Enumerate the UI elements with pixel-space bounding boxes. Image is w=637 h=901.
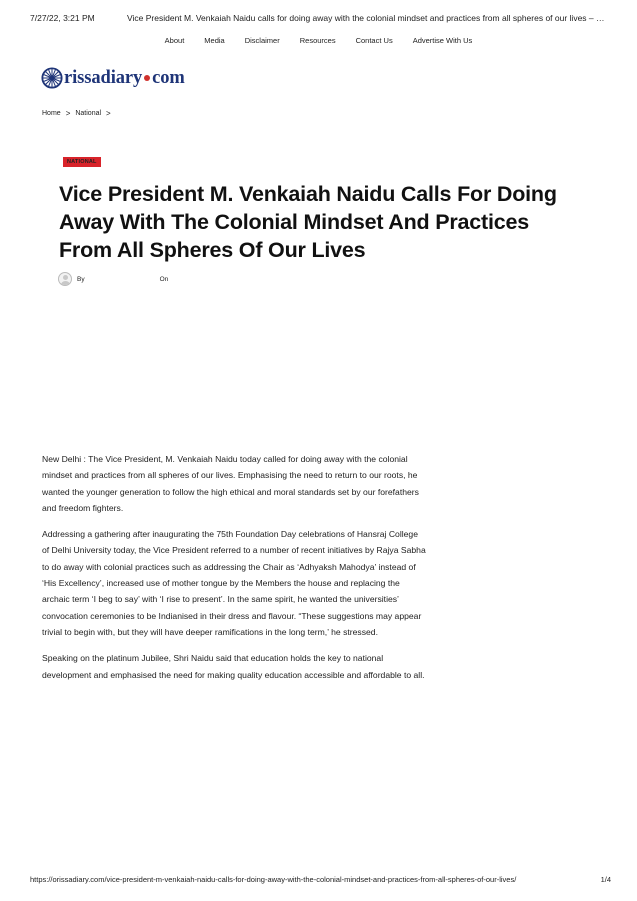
breadcrumb-home[interactable]: Home: [42, 110, 61, 117]
author-avatar[interactable]: [58, 272, 72, 286]
nav-item-advertise[interactable]: Advertise With Us: [412, 36, 473, 45]
site-logo[interactable]: [41, 67, 185, 89]
nav-item-media[interactable]: Media: [204, 36, 225, 45]
article-paragraph: Addressing a gathering after inaugurating the 75th Foundation Day celebrations of Hansraj College of Delhi University today, the Vice President referred to a number of recent initiatives by Rajya Sabha to do away with colonial practices such as addressing the Chair as ‘Adhyaksh Mahodya’ instead of ‘His Excellency’, increased use of mother tongue by the Members the house and replacing the archaic term ‘I beg to say’ with ‘I rise to present’. In the same spirit, he wanted the universities’ convocation ceremonies to be Indianised in their dress and flavour. “These suggestions may appear trivial to begin with, but they will have deeper ramifications in the long term,’ he stressed.: [42, 529, 426, 637]
logo-text-main: rissadiary: [64, 67, 143, 88]
breadcrumb: [42, 109, 116, 118]
print-datetime: 7/27/22, 3:21 PM: [30, 13, 95, 23]
article-body: [42, 451, 427, 693]
print-footer: [30, 875, 611, 884]
print-header: [30, 13, 611, 23]
logo-dot: [144, 75, 150, 81]
print-page-title: Vice President M. Venkaiah Naidu calls for doing away with the colonial mindset and practices from all spheres of our lives – …: [127, 13, 605, 23]
print-url: https://orissadiary.com/vice-president-m-venkaiah-naidu-calls-for-doing-away-with-the-colonial-mindset-and-practices-from-all-spheres-of-our-lives/: [30, 875, 517, 884]
breadcrumb-national[interactable]: National: [75, 110, 102, 117]
nav-item-about[interactable]: About: [164, 36, 185, 45]
article-meta: [58, 272, 168, 286]
category-badge[interactable]: NATIONAL: [63, 157, 101, 167]
article-paragraph: New Delhi : The Vice President, M. Venkaiah Naidu today called for doing away with the colonial mindset and practices from all spheres of our lives. Emphasising the need to return to our roots, he wanted the younger generation to follow the high ethical and moral standards set by our forefathers and freedom fighters.: [42, 454, 419, 513]
nav-item-disclaimer[interactable]: Disclaimer: [244, 36, 280, 45]
article-title: Vice President M. Venkaiah Naidu Calls For Doing Away With The Colonial Mindset And Practices From All Spheres Of Our Lives: [59, 182, 557, 262]
date-on-label: On: [159, 275, 169, 283]
nav-item-resources[interactable]: Resources: [299, 36, 336, 45]
nav-item-contact-us[interactable]: Contact Us: [355, 36, 393, 45]
article-paragraph: Speaking on the platinum Jubilee, Shri Naidu said that education holds the key to national development and emphasised the need for making quality education accessible and affordable to all.: [42, 653, 425, 680]
top-navigation: [0, 36, 637, 45]
logo-text-tld: com: [152, 67, 185, 88]
print-page-number: 1/4: [600, 875, 611, 884]
ashoka-wheel-icon: [41, 67, 63, 89]
breadcrumb-separator: >: [65, 109, 71, 118]
author-by-label: By: [77, 275, 85, 283]
breadcrumb-separator: >: [106, 109, 111, 118]
logo-text: [64, 68, 185, 89]
